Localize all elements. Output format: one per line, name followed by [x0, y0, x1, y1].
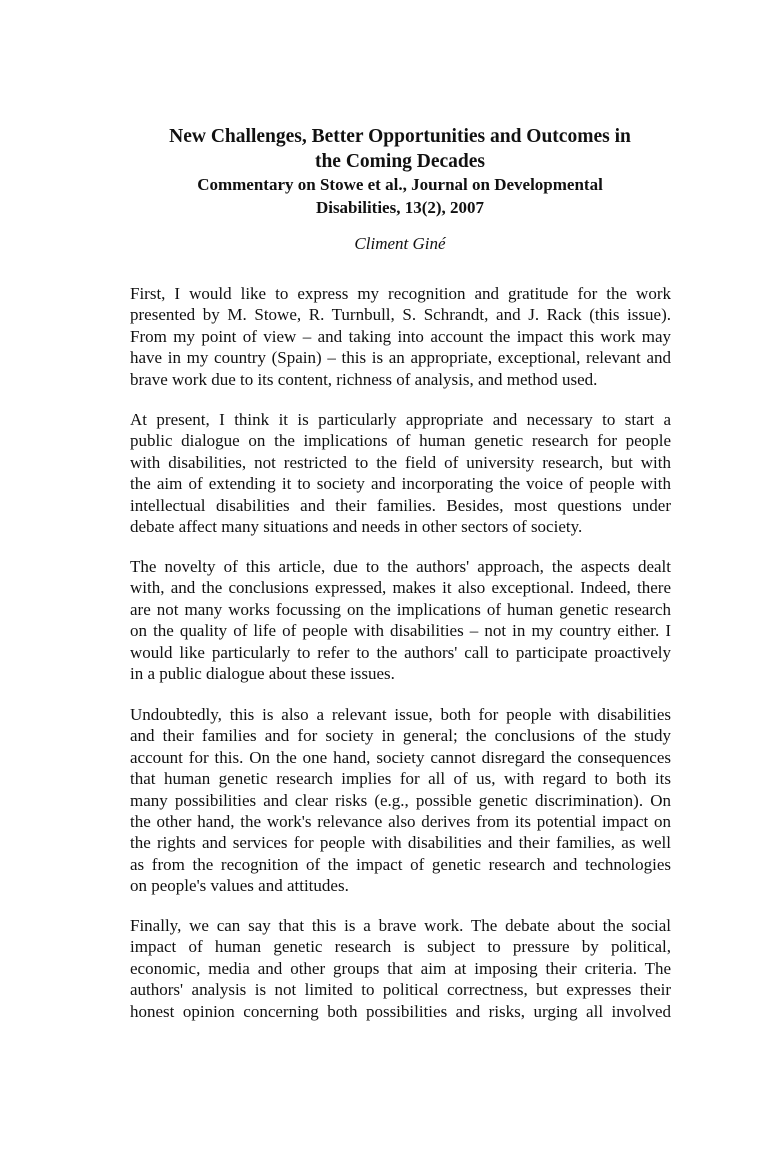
paragraph-line: that human genetic research implies for all of us, with regard to both its: [130, 769, 671, 789]
paragraph-line: public dialogue on the implications of human genetic research for people: [130, 431, 671, 451]
paragraph-line: debate affect many situations and needs in other sectors of society.: [130, 516, 583, 536]
paragraph-line: honest opinion concerning both possibilities and risks, urging all involved: [130, 1001, 671, 1021]
paragraph-line: have in my country (Spain) – this is an appropriate, exceptional, relevant and: [130, 348, 671, 368]
paragraph-line: First, I would like to express my recognition and gratitude for the work: [130, 284, 671, 303]
paragraph-line: as from the recognition of the impact of genetic research and technologies: [130, 854, 671, 874]
body-paragraph-1: [130, 283, 671, 390]
paragraph-line: would like particularly to refer to the authors' call to participate proactively: [130, 642, 671, 662]
paragraph-line: presented by M. Stowe, R. Turnbull, S. Schrandt, and J. Rack (this issue).: [130, 305, 671, 325]
body-paragraph-2: [130, 409, 671, 537]
paragraph-line: brave work due to its content, richness of analysis, and method used.: [130, 369, 598, 389]
paragraph-line: Undoubtedly, this is also a relevant issue, both for people with disabilities: [130, 705, 671, 724]
paragraph-line: intellectual disabilities and their families. Besides, most questions under: [130, 495, 671, 515]
paragraph-line: in a public dialogue about these issues.: [130, 663, 395, 683]
article-title-line-2: the Coming Decades: [314, 151, 486, 172]
paragraph-line: The novelty of this article, due to the authors' approach, the aspects dealt: [130, 557, 671, 576]
body-paragraph-5: [130, 915, 671, 1022]
paragraph-line: on people's values and attitudes.: [130, 876, 349, 896]
article-subtitle-line-1: Commentary on Stowe et al., Journal on Developmental: [197, 175, 603, 194]
paragraph-line: authors' analysis is not limited to political correctness, but expresses their: [130, 980, 671, 1000]
paragraph-line: with disabilities, not restricted to the field of university research, but with: [130, 452, 671, 472]
paragraph-line: economic, media and other groups that aim at imposing their criteria. The: [130, 958, 671, 978]
paragraph-line: the other hand, the work's relevance also derives from its potential impact on: [130, 811, 671, 831]
author-name: Climent Giné: [354, 234, 446, 253]
paragraph-line: account for this. On the one hand, society cannot disregard the consequences: [130, 747, 671, 767]
paragraph-line: and their families and for society in general; the conclusions of the study: [130, 726, 671, 746]
article-title-line-1: New Challenges, Better Opportunities and Outcomes in: [169, 126, 631, 147]
paragraph-line: many possibilities and clear risks (e.g., possible genetic discrimination). On: [130, 790, 671, 810]
paragraph-line: From my point of view – and taking into account the impact this work may: [130, 326, 671, 346]
paragraph-line: on the quality of life of people with disabilities – not in my country either. I: [130, 621, 671, 641]
paragraph-line: with, and the conclusions expressed, makes it also exceptional. Indeed, there: [130, 578, 671, 598]
paragraph-line: the rights and services for people with disabilities and their families, as well: [130, 833, 671, 853]
article-subtitle-line-2: Disabilities, 13(2), 2007: [315, 198, 485, 217]
body-paragraph-4: [130, 704, 671, 897]
paragraph-line: are not many works focussing on the implications of human genetic research: [130, 599, 671, 619]
paragraph-line: impact of human genetic research is subject to pressure by political,: [130, 937, 671, 957]
paragraph-line: Finally, we can say that this is a brave work. The debate about the social: [130, 916, 671, 935]
paragraph-line: At present, I think it is particularly appropriate and necessary to start a: [130, 410, 671, 429]
body-paragraph-3: [130, 556, 671, 684]
paragraph-line: the aim of extending it to society and incorporating the voice of people with: [130, 474, 671, 494]
